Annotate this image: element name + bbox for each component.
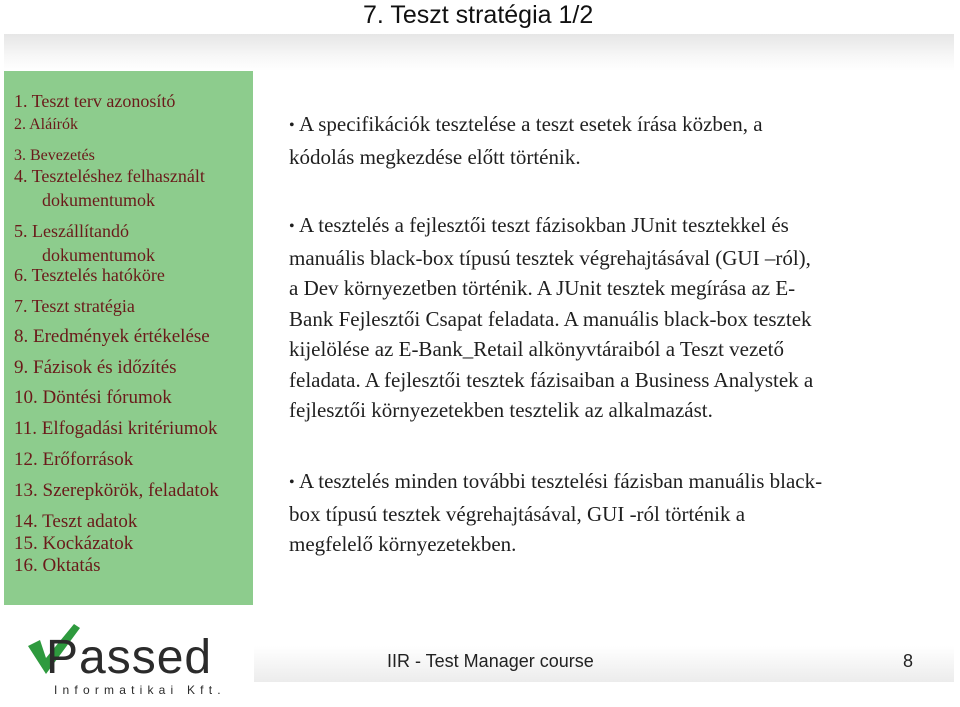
bullet-line: A specifikációk tesztelése a teszt esetek írása közben, a (299, 112, 763, 136)
bullet-line: box típusú tesztek végrehajtásával, GUI -ról történik a (289, 501, 746, 526)
bullet-dot: • (289, 218, 295, 235)
agenda-item: 2. Aláírók (14, 116, 78, 133)
agenda-item: 12. Erőforrások (14, 449, 134, 470)
agenda-sidebar (4, 71, 253, 605)
agenda-item: 1. Teszt terv azonosító (14, 91, 176, 111)
agenda-item: 6. Tesztelés hatóköre (14, 265, 165, 285)
header-band (4, 34, 954, 71)
agenda-item: 8. Eredmények értékelése (14, 326, 210, 347)
logo-subtitle: Informatikai Kft. (54, 683, 226, 697)
bullet-line: manuális black-box típusú tesztek végrehajtásával (GUI –ról), (289, 245, 811, 270)
bullet-paragraph (289, 466, 949, 560)
bullet-paragraph (289, 109, 949, 172)
bullet-dot: • (289, 117, 295, 134)
bullet-line: A tesztelés minden további tesztelési fázisban manuális black- (299, 469, 823, 493)
bullet-line: a Dev környezetben történik. A JUnit tesztek megírása az E- (289, 276, 796, 300)
bullet-line: kijelölése az E-Bank_Retail alkönyvtáraiból a Teszt vezető (289, 337, 784, 361)
bullet-dot: • (289, 474, 295, 491)
agenda-item: 3. Bevezetés (14, 147, 95, 164)
agenda-item: 13. Szerepkörök, feladatok (14, 480, 219, 501)
bullet-line: Bank Fejlesztői Csapat feladata. A manuális black-box tesztek (289, 306, 812, 331)
agenda-item: 14. Teszt adatok (14, 511, 138, 532)
footer-band (254, 646, 954, 682)
agenda-item: 4. Teszteléshez felhasznált (14, 166, 205, 186)
bullet-paragraph (289, 210, 949, 426)
agenda-item: dokumentumok (42, 190, 155, 210)
agenda-item: 7. Teszt stratégia (14, 296, 135, 316)
bullet-line: fejlesztői környezetekben tesztelik az alkalmazást. (289, 398, 713, 422)
bullet-line: A tesztelés a fejlesztői teszt fázisokban JUnit tesztekkel és (299, 213, 789, 237)
slide-title: 7. Teszt stratégia 1/2 (363, 1, 594, 29)
agenda-item: 10. Döntési fórumok (14, 387, 172, 408)
bullet-line: megfelelő környezetekben. (289, 532, 517, 556)
agenda-item: dokumentumok (42, 245, 155, 265)
bullet-line: feladata. A fejlesztői tesztek fázisaiban a Business Analystek a (289, 367, 814, 392)
agenda-item: 11. Elfogadási kritériumok (14, 418, 218, 439)
agenda-item: 15. Kockázatok (14, 533, 134, 554)
agenda-item: 5. Leszállítandó (14, 221, 129, 241)
agenda-item: 16. Oktatás (14, 555, 101, 576)
page-number: 8 (903, 651, 914, 671)
footer-course: IIR - Test Manager course (387, 651, 594, 671)
bullet-line: kódolás megkezdése előtt történik. (289, 144, 581, 169)
agenda-item: 9. Fázisok és időzítés (14, 357, 177, 378)
logo-wordmark: Passed (46, 631, 213, 684)
